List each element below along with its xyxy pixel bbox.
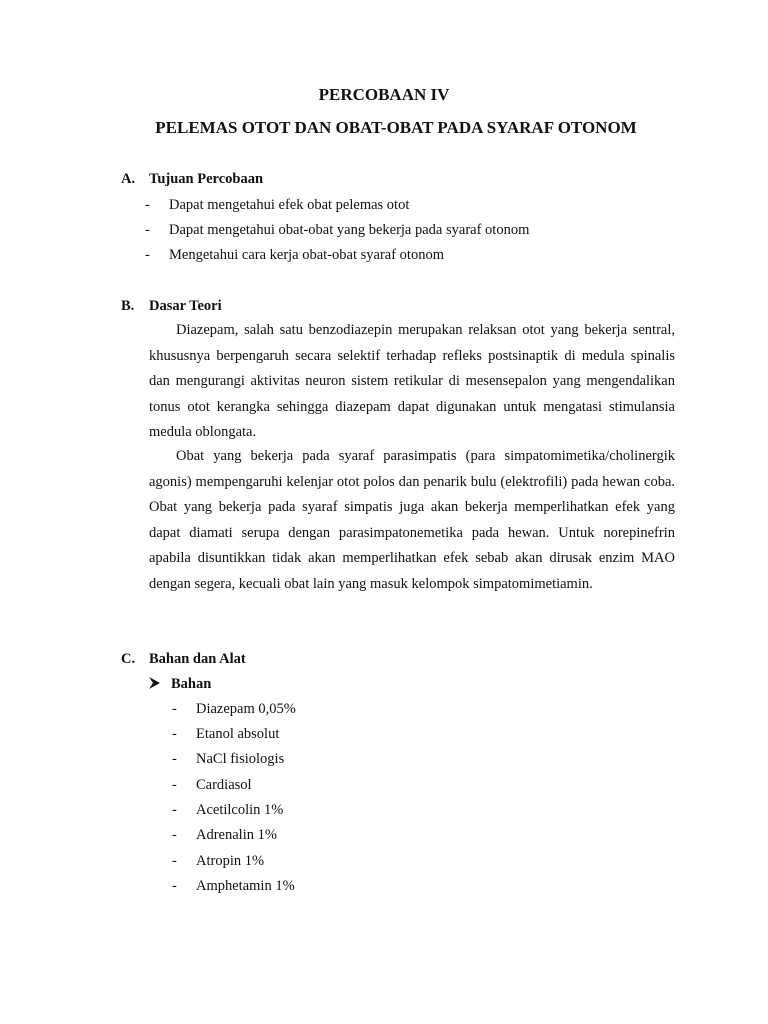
dash-bullet: - (145, 197, 150, 213)
dash-bullet: - (172, 726, 177, 742)
section-b-title: Dasar Teori (149, 298, 222, 314)
arrowhead-bullet-icon (149, 676, 171, 693)
list-item (172, 802, 283, 819)
list-item (172, 726, 279, 743)
section-c-letter: C. (121, 651, 136, 667)
paragraph: Diazepam, salah satu benzodiazepin merupakan relaksan otot yang bekerja sentral, khususnya berpengaruh secara selektif terhadap refleks postsinaptik di medula spinalis dan mengurangi aktivitas neuron sistem retikular di mesensepalon yang mengendalikan tonus otot kerangka sehingga diazepam dapat digunakan untuk mengatasi stimulansia medula oblongata. (149, 322, 675, 441)
list-item (145, 197, 409, 214)
list-item (145, 222, 529, 239)
dash-bullet: - (145, 222, 150, 238)
dash-bullet: - (172, 802, 177, 818)
list-item (172, 878, 295, 895)
section-b-heading (121, 298, 222, 315)
document-title: PERCOBAAN IV (318, 85, 450, 104)
list-item (172, 701, 296, 718)
dash-bullet: - (172, 701, 177, 717)
list-item-text: Dapat mengetahui obat-obat yang bekerja pada syaraf otonom (169, 222, 530, 238)
list-item (145, 247, 444, 264)
list-item-text: Acetilcolin 1% (196, 802, 284, 818)
dash-bullet: - (172, 827, 177, 843)
dash-bullet: - (172, 878, 177, 894)
dash-bullet: - (172, 853, 177, 869)
list-item-text: Cardiasol (196, 777, 252, 793)
paragraph: Obat yang bekerja pada syaraf parasimpatis (para simpatomimetika/cholinergik agonis) mempengaruhi kelenjar otot polos dan penarik bulu (elektrofili) pada hewan coba. Obat yang bekerja pada syaraf simpatis juga akan bekerja memperlihatkan efek yang dapat diamati serupa dengan parasimpatonemetika pada hewan. Untuk norepinefrin apabila disuntikkan tidak akan memperlihatkan efek sebab akan dirusak enzim MAO dengan segera, kecuali obat lain yang masuk kelompok simpatomimetiamin. (149, 448, 675, 592)
document-subtitle: PELEMAS OTOT DAN OBAT-OBAT PADA SYARAF OTONOM (155, 118, 637, 137)
list-item (172, 777, 252, 794)
list-item-text: Amphetamin 1% (196, 878, 295, 894)
list-item (172, 827, 277, 844)
list-item-text: Atropin 1% (196, 853, 265, 869)
bahan-heading (149, 676, 211, 693)
bahan-title: Bahan (171, 676, 212, 692)
list-item-text: Adrenalin 1% (196, 827, 277, 843)
list-item-text: Dapat mengetahui efek obat pelemas otot (169, 197, 410, 213)
dash-bullet: - (145, 247, 150, 263)
dash-bullet: - (172, 777, 177, 793)
dash-bullet: - (172, 751, 177, 767)
list-item-text: Mengetahui cara kerja obat-obat syaraf otonom (169, 247, 444, 263)
list-item-text: Diazepam 0,05% (196, 701, 296, 717)
list-item-text: Etanol absolut (196, 726, 280, 742)
section-a-title: Tujuan Percobaan (149, 171, 264, 187)
list-item (172, 751, 284, 768)
section-c-title: Bahan dan Alat (149, 651, 246, 667)
section-a-letter: A. (121, 171, 136, 187)
section-a-heading (121, 171, 263, 188)
section-c-heading (121, 651, 246, 668)
list-item (172, 853, 264, 870)
section-b-letter: B. (121, 298, 135, 314)
list-item-text: NaCl fisiologis (196, 751, 285, 767)
